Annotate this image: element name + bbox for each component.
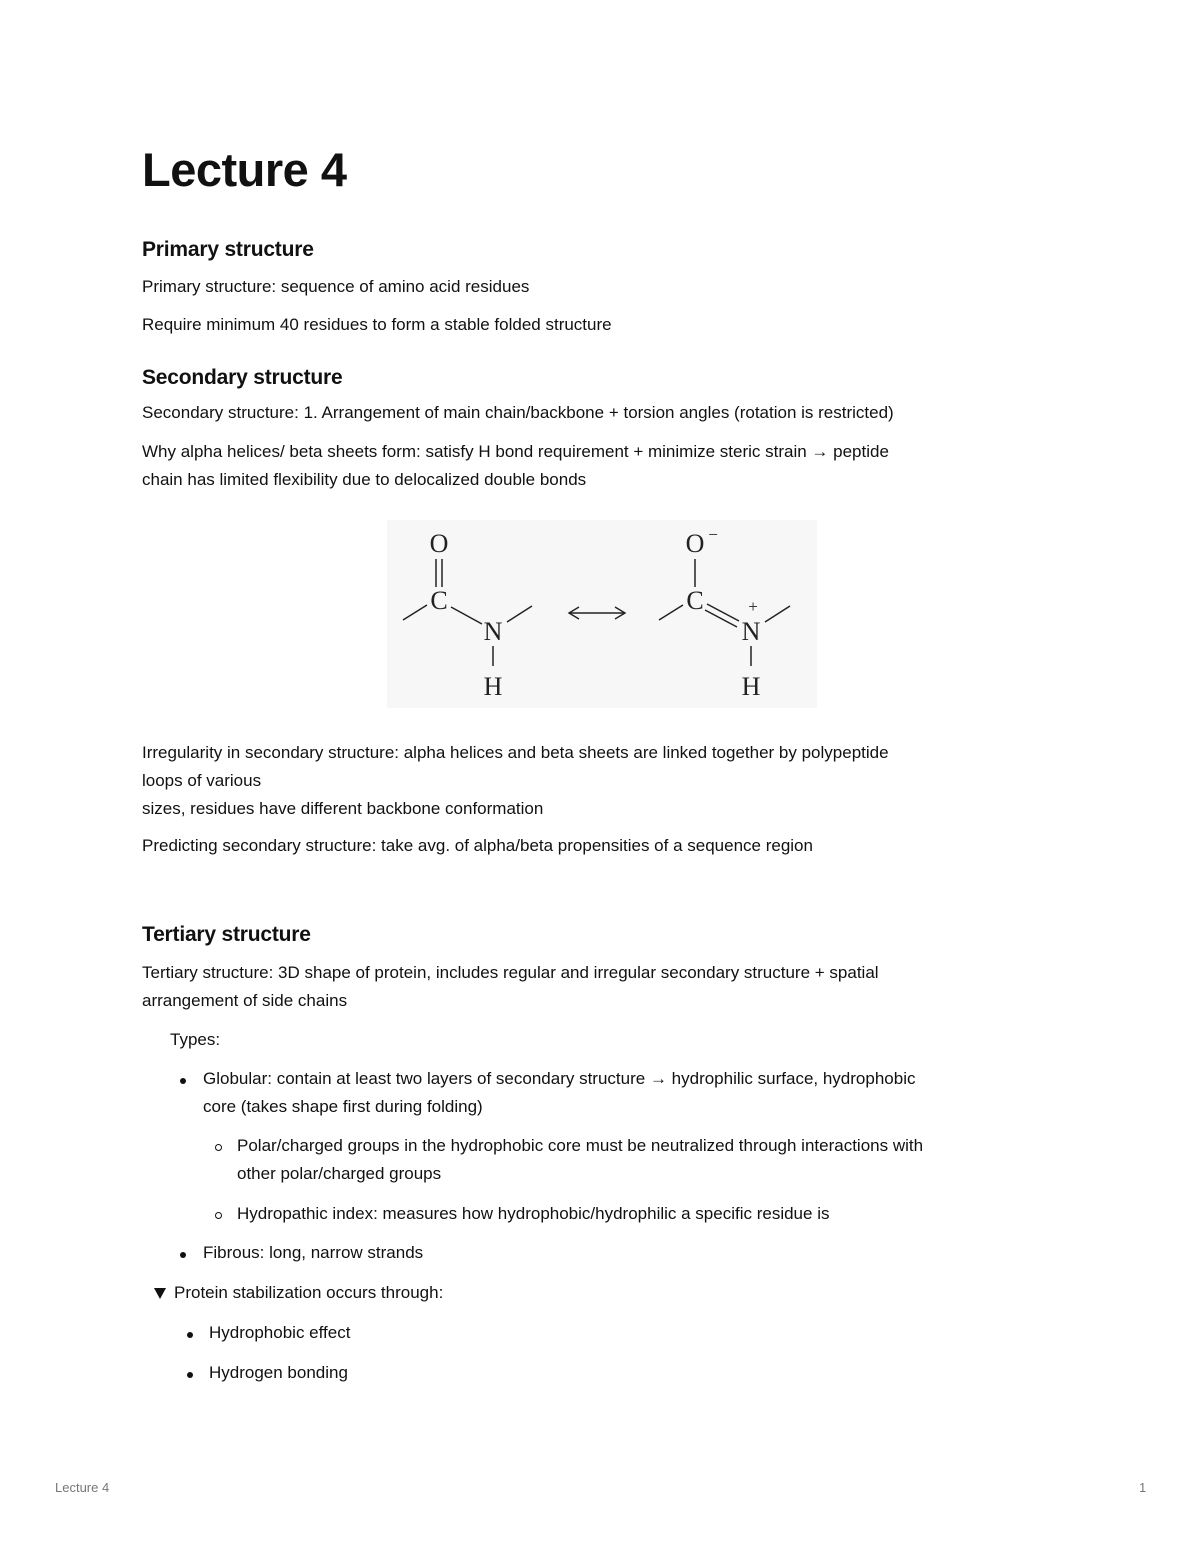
left-oxygen-label: O <box>429 529 449 558</box>
right-positive-charge: + <box>748 597 758 616</box>
peptide-resonance-diagram <box>387 520 817 708</box>
left-c-n-bond <box>451 607 482 624</box>
globular-line-2: core (takes shape first during folding) <box>203 1097 483 1116</box>
secondary-paragraph-3-line-1: Irregularity in secondary structure: alpha helices and beta sheets are linked together by polypeptide <box>142 743 889 762</box>
right-nitrogen-label: N <box>741 617 761 646</box>
primary-paragraph-2: Require minimum 40 residues to form a stable folded structure <box>142 315 612 334</box>
page-number: 1 <box>1139 1480 1147 1495</box>
left-nitrogen-label: N <box>483 617 503 646</box>
polar-line-1: Polar/charged groups in the hydrophobic core must be neutralized through interactions with <box>237 1136 924 1155</box>
fibrous-text: Fibrous: long, narrow strands <box>203 1243 424 1262</box>
secondary-paragraph-3-line-3: sizes, residues have different backbone conformation <box>142 799 544 818</box>
sub-bullet-polar <box>215 1144 222 1151</box>
bullet-hydrogen-bonding <box>187 1372 193 1378</box>
bullet-globular <box>180 1078 186 1084</box>
right-carbon-bond <box>659 605 683 620</box>
polar-line-2: other polar/charged groups <box>237 1164 442 1183</box>
stabilization-toggle-label[interactable]: Protein stabilization occurs through: <box>174 1283 444 1302</box>
tertiary-paragraph-1-line-2: arrangement of side chains <box>142 991 348 1010</box>
right-oxygen-label: O <box>685 529 705 558</box>
primary-paragraph-1: Primary structure: sequence of amino acid residues <box>142 277 530 296</box>
secondary-paragraph-3-line-2: loops of various <box>142 771 262 790</box>
left-nitrogen-bond <box>507 606 532 622</box>
toggle-triangle-icon[interactable] <box>154 1288 166 1299</box>
right-carbon-label: C <box>686 586 704 615</box>
right-c-n-double-bond-a <box>707 604 739 621</box>
heading-secondary-structure: Secondary structure <box>142 366 343 389</box>
bullet-hydrophobic-effect <box>187 1332 193 1338</box>
heading-tertiary-structure: Tertiary structure <box>142 923 311 946</box>
globular-line-1: Globular: contain at least two layers of secondary structure → hydrophilic surface, hydrophobic <box>203 1069 916 1088</box>
types-label: Types: <box>170 1030 221 1049</box>
left-carbon-bond <box>403 605 427 620</box>
page-title: Lecture 4 <box>142 143 347 196</box>
left-carbon-label: C <box>430 586 448 615</box>
right-negative-charge: − <box>708 525 718 544</box>
bullet-fibrous <box>180 1252 186 1258</box>
tertiary-paragraph-1-line-1: Tertiary structure: 3D shape of protein, includes regular and irregular secondary structure + spatial <box>142 963 879 982</box>
stabilization-item-hydrogen: Hydrogen bonding <box>209 1363 348 1382</box>
secondary-paragraph-2-line-2: chain has limited flexibility due to delocalized double bonds <box>142 470 587 489</box>
hydropathic-text: Hydropathic index: measures how hydrophobic/hydrophilic a specific residue is <box>237 1204 830 1223</box>
secondary-paragraph-2-line-1: Why alpha helices/ beta sheets form: satisfy H bond requirement + minimize steric strain → peptide <box>142 442 889 461</box>
secondary-paragraph-4: Predicting secondary structure: take avg. of alpha/beta propensities of a sequence region <box>142 836 813 855</box>
heading-primary-structure: Primary structure <box>142 238 314 261</box>
sub-bullet-hydropathic <box>215 1212 222 1219</box>
right-nitrogen-bond <box>765 606 790 622</box>
right-c-n-double-bond-b <box>705 610 737 627</box>
secondary-paragraph-1: Secondary structure: 1. Arrangement of main chain/backbone + torsion angles (rotation is restricted) <box>142 403 894 422</box>
stabilization-item-hydrophobic: Hydrophobic effect <box>209 1323 351 1342</box>
footer-title: Lecture 4 <box>55 1480 110 1495</box>
left-hydrogen-label: H <box>483 672 503 701</box>
right-hydrogen-label: H <box>741 672 761 701</box>
